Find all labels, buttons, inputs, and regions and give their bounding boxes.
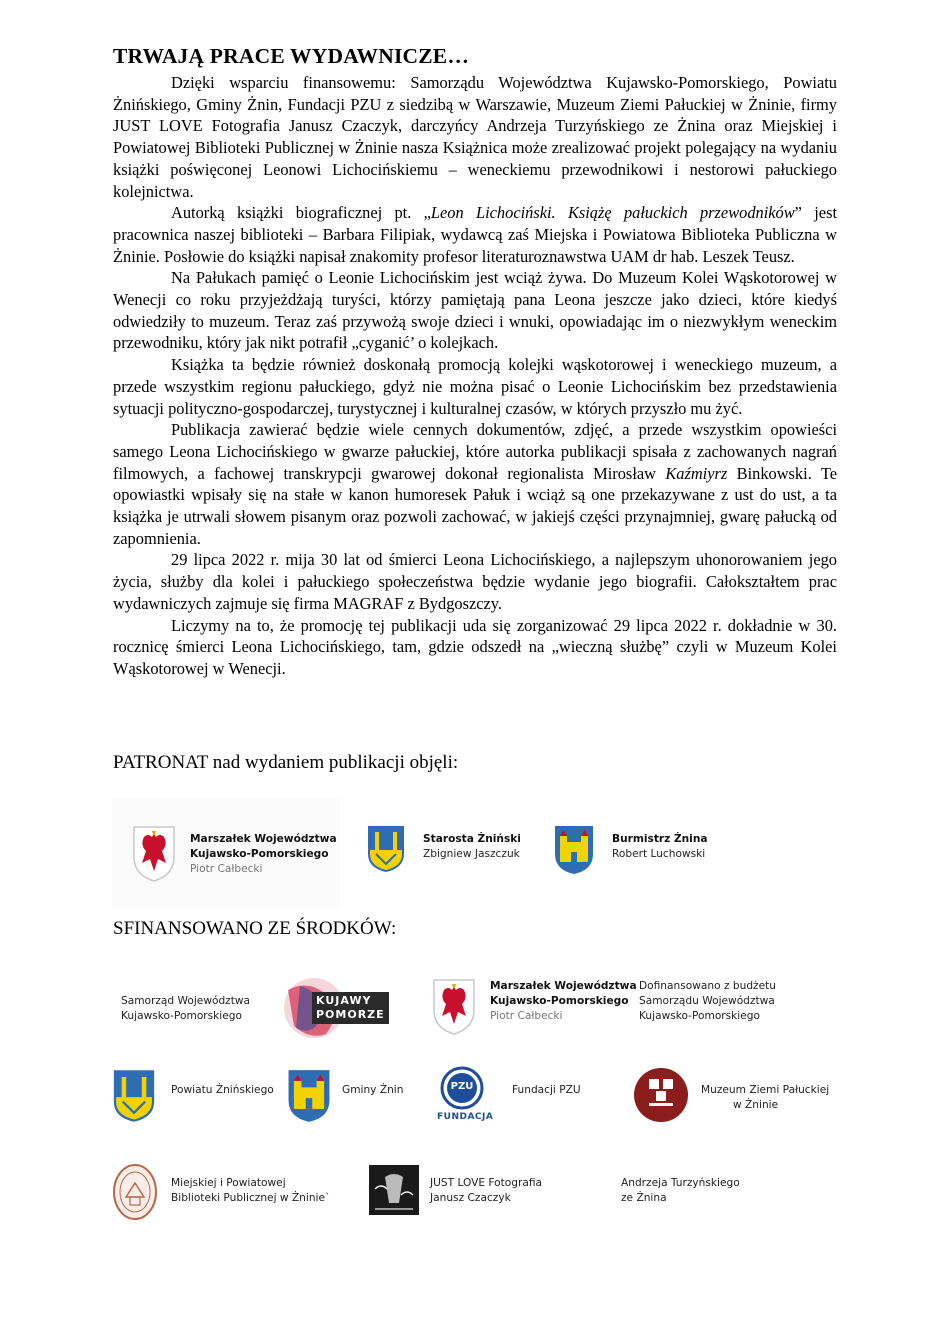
text-run: Autorką książki biograficznej pt. „ xyxy=(171,203,431,223)
finanse-powiat-text: Powiatu Żnińskiego xyxy=(171,1084,274,1096)
patronat-heading: PATRONAT nad wydaniem publikacji objęli: xyxy=(113,752,459,773)
paragraph xyxy=(113,419,837,549)
text-run: Binkowski. Te opowiastki wpisały się na stałe w kanon humoresek Pałuk i wciąż są one przekazywane z ust do ust, a ta książka je utrwali słowem pisanym oraz pozwoli zachować, w jakiejś części przynajmniej, gwarę pałucką od zapomnienia. xyxy=(113,463,837,548)
finanse-dofinansowano-text: Dofinansowano z budżetu Samorządu Województwa Kujawsko-Pomorskiego xyxy=(639,980,776,1022)
finanse-gmina-text: Gminy Żnin xyxy=(342,1084,404,1096)
powiat-shield-icon xyxy=(111,1068,157,1124)
gmina-shield-icon xyxy=(286,1068,332,1124)
paragraph xyxy=(113,72,837,202)
text-run: 29 lipca 2022 r. mija 30 lat od śmierci Leona Lichocińskiego, a najlepszym uhonorowaniem jego życia, służby dla kolei i pałuckiego społeczeństwa będzie wydanie jego biografii. Całokształtem prac wydawniczych zajmuje się firma MAGRAF z Bydgoszczy. xyxy=(113,550,837,613)
paragraph xyxy=(113,267,837,354)
finanse-pzu-text: Fundacji PZU xyxy=(512,1084,581,1096)
text-run: Na Pałukach pamięć o Leonie Lichocińskim jest wciąż żywa. Do Muzeum Kolei Wąskotorowej w Wenecji co roku przyjeżdżają turyści, którzy pamiętają pana Leona jeszcze jako dzieci, które kiedyś odwiedziły to muzeum. Teraz zaś przywożą swoje dzieci i wnuki, opowiadając im o niezwykłym weneckim przewodniku, który jak nikt potrafił „cyganić’ o kolejkach. xyxy=(113,268,837,353)
text-run: Publikacja zawierać będzie wiele cennych dokumentów, zdjęć, a przede wszystkim opowieści samego Leona Lichocińskiego w gwarze pałuckiej, które autorka publikacji spisała z zachowanych nagrań filmowych, a fachowej transkrypcji gwarowej dokonał regionalista Mirosław xyxy=(113,420,837,483)
patronat-marszalek-text: Marszałek Województwa Kujawsko-Pomorskiego Piotr Całbecki xyxy=(190,833,337,875)
pzu-logo-mark: PZU xyxy=(450,1081,474,1092)
italic-run: Kaźmiyrz xyxy=(665,463,728,483)
text-run: Książka ta będzie również doskonałą promocją kolejki wąskotorowej i weneckiego muzeum, a przede wszystkim regionu pałuckiego, gdyż nie można pisać o Leonie Lichocińskim bez przedstawienia sytuacji polityczno-gospodarczej, turystycznej i kulturalnej czasów, w których przyszło mu żyć. xyxy=(113,355,837,418)
burmistrz-shield-icon xyxy=(553,824,595,876)
paragraph xyxy=(113,549,837,614)
text-run: Liczymy na to, że promocję tej publikacji uda się zorganizować 29 lipca 2022 r. dokładnie w 30. rocznicę śmierci Leona Lichocińskiego, tam, gdzie odszedł na „wieczną służbę” czyli w Muzeum Kolei Wąskotorowej w Wenecji. xyxy=(113,615,837,678)
finanse-biblioteka-text: Miejskiej i Powiatowej Biblioteki Publicznej w Żninie` xyxy=(171,1177,331,1204)
paragraph xyxy=(113,615,837,680)
kujawy-pomorze-wordmark: KUJAWY POMORZE xyxy=(312,992,389,1024)
starosta-shield-icon xyxy=(366,824,406,874)
finanse-justlove-text: JUST LOVE Fotografia Janusz Czaczyk xyxy=(430,1177,542,1204)
patronat-starosta-text: Starosta Żniński Zbigniew Jaszczuk xyxy=(423,833,521,860)
finanse-heading: SFINANSOWANO ZE ŚRODKÓW: xyxy=(113,918,397,939)
eagle-crest-icon xyxy=(430,976,478,1036)
paragraph xyxy=(113,354,837,419)
eagle-crest-icon xyxy=(130,823,178,883)
document-body xyxy=(113,72,837,680)
biblioteka-seal-icon xyxy=(112,1163,158,1221)
finanse-samorzad-text: Samorząd Województwa Kujawsko-Pomorskiego xyxy=(121,995,251,1022)
finanse-muzeum-text: Muzeum Ziemi Pałuckiej w Żninie xyxy=(701,1084,830,1111)
document-title: TRWAJĄ PRACE WYDAWNICZE… xyxy=(113,44,470,68)
muzeum-logo-icon xyxy=(633,1067,689,1123)
italic-run: Leon Lichociński. Książę pałuckich przewodników xyxy=(430,203,795,223)
paragraph xyxy=(113,202,837,267)
text-run: ” jest pracownica naszej biblioteki – Barbara Filipiak, wydawcą zaś Miejska i Powiatowa Biblioteka Publiczna w Żninie. Posłowie do książki napisał znakomity profesor literaturoznawstwa UAM dr hab. Leszek Teusz. xyxy=(113,203,838,266)
finanse-marszalek-text: Marszałek Województwa Kujawsko-Pomorskiego Piotr Całbecki xyxy=(490,980,637,1022)
just-love-logo-icon xyxy=(369,1165,419,1215)
finanse-turzynski-text: Andrzeja Turzyńskiego ze Żnina xyxy=(621,1177,740,1204)
text-run: Dzięki wsparciu finansowemu: Samorządu Województwa Kujawsko-Pomorskiego, Powiatu Żnińskiego, Gminy Żnin, Fundacji PZU z siedzibą w Warszawie, Muzeum Ziemi Pałuckiej w Żninie, firmy JUST LOVE Fotografia Janusz Czaczyk, darczyńcy Andrzeja Turzyńskiego ze Żnina oraz Miejskiej i Powiatowej Biblioteki Publicznej w Żninie nasza Książnica może zrealizować projekt polegający na wydaniu książki poświęconej Leonowi Lichocińskiemu – weneckiemu przewodnikowi i nestorowi pałuckiego kolejnictwa. xyxy=(113,73,837,201)
pzu-logo-caption: FUNDACJA xyxy=(437,1112,494,1122)
patronat-burmistrz-text: Burmistrz Żnina Robert Luchowski xyxy=(612,833,708,860)
